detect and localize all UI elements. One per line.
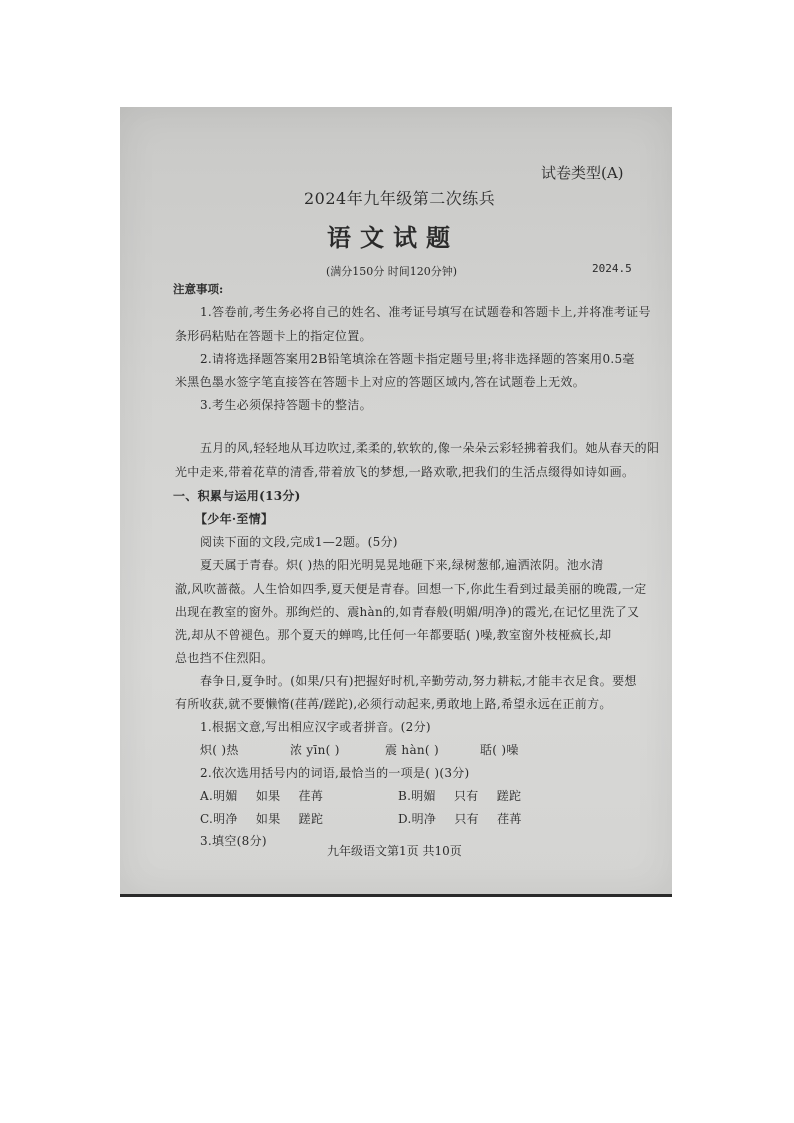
section-subtitle: 【少年·至情】 <box>195 512 274 526</box>
q1-item: 炽( )热 <box>200 743 239 757</box>
q2-option-a <box>200 787 323 804</box>
q1-item: 震 hàn( ) <box>385 743 440 757</box>
section-title: 一、积累与运用(13分) <box>173 489 301 503</box>
subject-title: 语文试题 <box>327 223 459 252</box>
exam-title: 2024年九年级第二次练兵 <box>304 189 496 208</box>
question-3-stem: 3.填空(8分) <box>200 834 267 848</box>
paper-type-label: 试卷类型(A) <box>541 164 624 182</box>
option-word: 只有 <box>453 789 479 803</box>
page-footer: 九年级语文第1页 共10页 <box>327 844 462 858</box>
q2-option-c <box>200 810 323 827</box>
option-word: 荏苒 <box>298 789 324 803</box>
passage-line: 春争日,夏争时。(如果/只有)把握好时机,辛勤劳动,努力耕耘,才能丰衣足食。要想 <box>200 674 637 688</box>
notice-line: 3.考生必须保持答题卡的整洁。 <box>200 398 372 412</box>
option-word: 蹉跎 <box>298 812 324 826</box>
option-word: 如果 <box>255 812 281 826</box>
q2-option-b <box>398 787 521 804</box>
notice-title: 注意事项: <box>173 282 224 296</box>
option-word: A.明媚 <box>200 789 238 803</box>
reading-instruction: 阅读下面的文段,完成1—2题。(5分) <box>200 535 398 549</box>
notice-line: 2.请将选择题答案用2B铅笔填涂在答题卡指定题号里;将非选择题的答案用0.5毫 <box>200 352 635 366</box>
exam-date: 2024.5 <box>592 262 632 275</box>
passage-line: 出现在教室的窗外。那绚烂的、震hàn的,如青春般(明媚/明净)的霞光,在记忆里洗了又 <box>175 605 640 619</box>
intro-line: 光中走来,带着花草的清香,带着放飞的梦想,一路欢歌,把我们的生活点缀得如诗如画。 <box>175 465 635 479</box>
passage-line: 有所收获,就不要懒惰(荏苒/蹉跎),必须行动起来,勇敢地上路,希望永远在正前方。 <box>175 697 612 711</box>
notice-line: 1.答卷前,考生务必将自己的姓名、准考证号填写在试题卷和答题卡上,并将准考证号 <box>200 305 651 319</box>
passage-line: 总也挡不住烈阳。 <box>175 651 274 665</box>
passage-line: 夏天属于青春。炽( )热的阳光明晃晃地砸下来,绿树葱郁,遍洒浓阴。池水清 <box>200 558 604 572</box>
q2-option-d <box>398 810 522 827</box>
question-1-stem: 1.根据文意,写出相应汉字或者拼音。(2分) <box>200 720 431 734</box>
notice-line: 米黑色墨水签字笔直接答在答题卡上对应的答题区域内,答在试题卷上无效。 <box>175 375 586 389</box>
option-word: D.明净 <box>398 812 437 826</box>
question-2-stem: 2.依次选用括号内的词语,最恰当的一项是( )(3分) <box>200 766 470 780</box>
notice-line: 条形码粘贴在答题卡上的指定位置。 <box>175 329 372 343</box>
q1-item: 浓 yīn( ) <box>290 743 340 757</box>
passage-line: 洗,却从不曾褪色。那个夏天的蝉鸣,比任何一年都要聒( )噪,教室窗外枝桠疯长,却 <box>175 628 612 642</box>
passage-line: 澈,风吹蔷薇。人生恰如四季,夏天便是青春。回想一下,你此生看到过最美丽的晚霞,一定 <box>175 582 647 596</box>
intro-line: 五月的风,轻轻地从耳边吹过,柔柔的,软软的,像一朵朵云彩轻拂着我们。她从春天的阳 <box>200 441 660 455</box>
option-word: C.明净 <box>200 812 238 826</box>
option-word: 荏苒 <box>497 812 522 826</box>
score-time-info: (满分150分 时间120分钟) <box>326 265 458 278</box>
option-word: 蹉跎 <box>496 789 522 803</box>
option-word: 只有 <box>454 812 479 826</box>
q1-item: 聒( )噪 <box>480 743 519 757</box>
option-word: 如果 <box>255 789 281 803</box>
option-word: B.明媚 <box>398 789 436 803</box>
